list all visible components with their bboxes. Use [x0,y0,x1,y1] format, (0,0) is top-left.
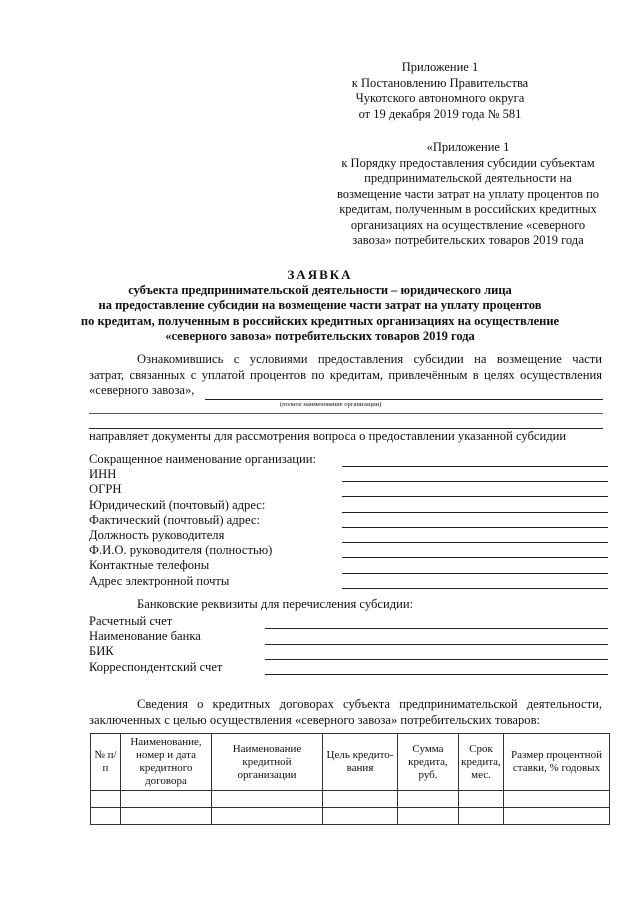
credits-intro-line: заключенных с целью осуществления «северного завоза» потребительских товаров: [89,712,541,727]
procedure-line: возмещение части затрат на уплату процентов по [336,186,600,201]
org-field-label: Контактные телефоны [89,558,210,573]
org-field-line[interactable] [342,512,608,513]
bank-field-line[interactable] [265,674,608,675]
bank-field-line[interactable] [265,644,608,645]
org-field-line[interactable] [342,588,608,589]
table-cell[interactable] [91,808,121,825]
header-cell: Наименование, номер и дата кредитного договора [121,734,212,791]
credits-intro [89,697,602,728]
header-cell: № п/п [91,734,121,791]
appendix-line: от 19 декабря 2019 года № 581 [358,106,522,121]
org-field-line[interactable] [342,542,608,543]
org-field-line[interactable] [342,496,608,497]
org-field-label: Адрес электронной почты [89,573,230,588]
appendix-line: Чукотского автономного округа [355,91,525,105]
bank-field-line[interactable] [265,659,608,660]
org-field-line[interactable] [342,573,608,574]
title-line: субъекта предпринимательской деятельности – юридического лица [128,282,512,297]
title-line: на предоставление субсидии на возмещение части затрат на уплату процентов [98,298,542,312]
org-field-line[interactable] [342,557,608,558]
org-field-line[interactable] [342,466,608,467]
org-name-line[interactable] [205,399,603,400]
bank-field-line[interactable] [265,628,608,629]
procedure-line: предпринимательской деятельности на [364,171,572,185]
appendix-block [300,60,580,122]
table-row [91,791,610,808]
table-cell[interactable] [504,808,610,825]
header-cell: Срок кредита, мес. [459,734,504,791]
credits-intro-line: Сведения о кредитных договорах субъекта предпринимательской деятельности, [137,697,602,711]
bank-field-label: Корреспондентский счет [89,659,223,674]
appendix-line: Приложение 1 [401,60,479,74]
org-field-label: ОГРН [89,482,122,497]
table-cell[interactable] [121,791,212,808]
title-line: «северного завоза» потребительских товаров 2019 года [165,329,475,343]
credits-header-row [91,734,610,791]
header-cell: Сумма кредита, руб. [398,734,459,791]
table-row [91,808,610,825]
title-line: по кредитам, полученным в российских кредитных организациях на осуществление [80,313,560,328]
title-heading: ЗАЯВКА [287,267,353,282]
table-cell[interactable] [121,808,212,825]
table-cell[interactable] [323,791,398,808]
bank-field-label: БИК [89,644,114,659]
org-field-label: Ф.И.О. руководителя (полностью) [89,543,273,558]
intro-paragraph [89,352,602,399]
table-cell[interactable] [504,791,610,808]
table-cell[interactable] [398,791,459,808]
table-cell[interactable] [459,791,504,808]
procedure-line: к Порядку предоставления субсидии субъектам [341,155,595,170]
intro-line: Ознакомившись с условиями предоставления субсидии на возмещение части [137,352,602,366]
org-field-line[interactable] [342,527,608,528]
procedure-line: «Приложение 1 [426,140,510,154]
table-cell[interactable] [212,791,323,808]
bank-field-label: Расчетный счет [89,614,173,628]
bank-field-label: Наименование банка [89,629,201,644]
procedure-line: организациях на осуществление «северного [350,217,586,232]
org-field-label: ИНН [89,467,117,482]
table-cell[interactable] [398,808,459,825]
document-title [0,267,640,345]
appendix-line: к Постановлению Правительства [351,75,529,90]
procedure-line: кредитам, полученным в российских кредитных [339,202,597,216]
table-cell[interactable] [91,791,121,808]
table-cell[interactable] [459,808,504,825]
org-field-label: Должность руководителя [89,528,225,543]
sends-documents-text: направляет документы для рассмотрения вопроса о предоставлении указанной субсидии [89,429,567,443]
table-cell[interactable] [323,808,398,825]
bank-fields [89,614,264,675]
header-cell: Наименование кредитной организации [212,734,323,791]
intro-line: затрат, связанных с уплатой процентов по кредитам, привлечённым в целях осуществления [89,367,602,382]
org-field-label: Юридический (почтовый) адрес: [89,497,266,512]
bank-heading: Банковские реквизиты для перечисления субсидии: [137,597,414,611]
intro-line: «северного завоза», [89,383,195,397]
org-name-line-2[interactable] [89,413,603,414]
org-name-caption: (полное наименование организации) [280,401,382,408]
org-fields [89,452,339,589]
org-field-label: Сокращенное наименование организации: [89,452,317,466]
credits-table [90,733,610,825]
org-field-label: Фактический (почтовый) адрес: [89,512,260,527]
header-cell: Цель кредито-вания [323,734,398,791]
table-cell[interactable] [212,808,323,825]
procedure-line: завоза» потребительских товаров 2019 года [352,233,584,247]
header-cell: Размер процентной ставки, % годовых [504,734,610,791]
org-field-line[interactable] [342,481,608,482]
procedure-appendix-block [322,140,614,249]
